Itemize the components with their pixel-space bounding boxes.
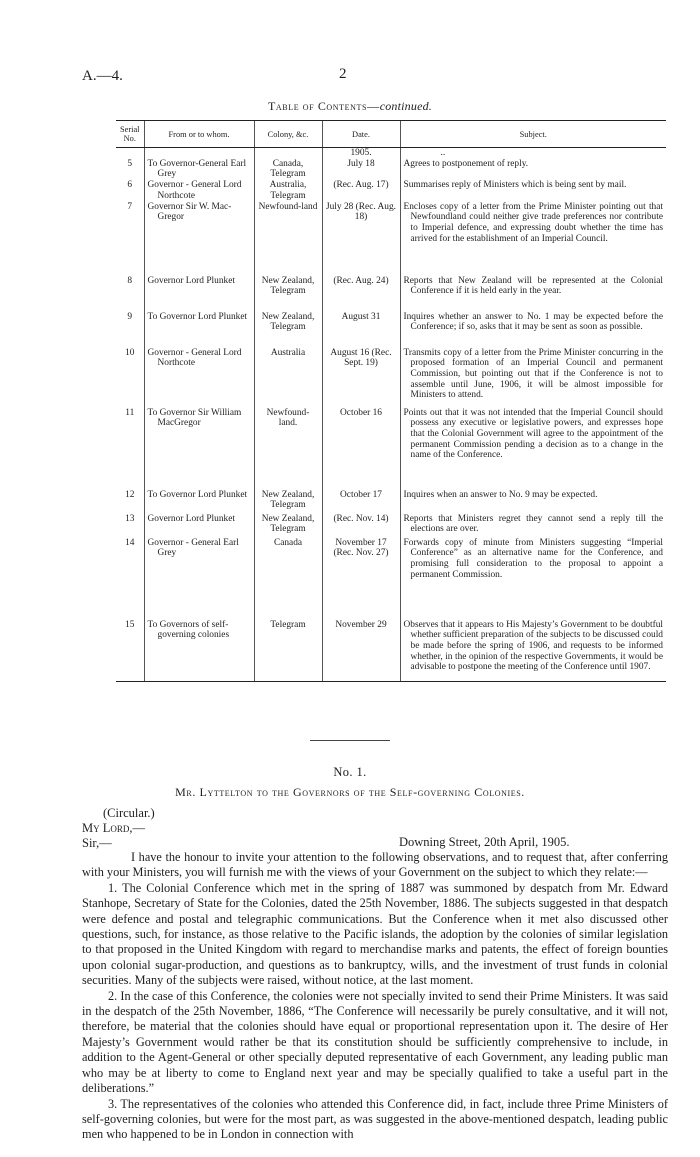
subject: Encloses copy of a letter from the Prime Minister pointing out that Newfoundland could neither give trade preferences nor contribute to Imperial defence, and expressing doubt whether the time has arrived for the establishment of an Imperial Council.: [403, 201, 663, 244]
year-label: 1905.: [322, 148, 400, 159]
date: (Rec. Aug. 17): [322, 180, 400, 201]
col-colony: Colony, &c.: [254, 121, 322, 148]
subject: Reports that Ministers regret they cannot send a reply till the elections are over.: [403, 513, 663, 535]
subject: Observes that it appears to His Majesty’s Government to be doubtful whether sufficient preparation of the subjects to be discussed could be made before the spring of 1906, and requests to be informed whether, in the opinion of the respective Governments, it would be advisable to postpone the meeting of the Conference until 1907.: [403, 619, 663, 673]
subject: Transmits copy of a letter from the Prime Minister concurring in the proposed formation of an Imperial Council and permanent Commission, but pointing out that if the Conference is not to assemble until June, 1906, it will be almost impossible for Ministers to attend.: [403, 347, 663, 401]
subject: Agrees to postponement of reply.: [403, 158, 529, 169]
paragraph-intro: I have the honour to invite your attention to the following observations, and to request that, after conferring with your Ministers, you will furnish me with the views of your Government on the subject to which they relate:—: [82, 850, 668, 880]
circular-label: (Circular.): [103, 806, 155, 820]
toc-title: Table of Contents—continued.: [267, 99, 433, 113]
colony: New Zealand, Telegram: [254, 276, 322, 312]
from-to-whom: To Governor Sir William MacGregor: [147, 407, 242, 429]
date: October 17: [322, 490, 400, 514]
serial-no: 12: [125, 489, 135, 500]
col-subject: Subject.: [400, 121, 666, 148]
table-row: [116, 490, 666, 514]
table-header-row: [116, 121, 666, 148]
section-divider: [310, 740, 390, 741]
table-row: [116, 620, 666, 682]
serial-no: 9: [127, 311, 133, 322]
serial-no: 14: [125, 537, 135, 548]
table-row: [116, 348, 666, 408]
subject: Forwards copy of minute from Ministers suggesting “Imperial Conference” as an alternative name for the Conference, and promising full consideration to the proposal to appoint a permanent Commission.: [403, 537, 663, 580]
year-subject-dots: ..: [400, 148, 666, 159]
serial-no: 11: [125, 407, 135, 418]
subject: Inquires when an answer to No. 9 may be expected.: [403, 489, 598, 500]
letter-body: [82, 850, 668, 1143]
from-to-whom: Governor Lord Plunket: [147, 275, 235, 286]
colony: Canada: [254, 538, 322, 620]
table-row: [116, 312, 666, 348]
col-whom: From or to whom.: [144, 121, 254, 148]
from-to-whom: Governor - General Lord Northcote: [147, 180, 242, 201]
col-serial: Serial No.: [116, 121, 144, 148]
serial-no: 15: [116, 620, 144, 682]
from-to-whom: Governor - General Lord Northcote: [147, 347, 242, 369]
subject: Reports that New Zealand will be represented at the Colonial Conference if it is held early in the year.: [403, 275, 663, 297]
colony: New Zealand, Telegram: [254, 514, 322, 538]
serial-no: 6: [127, 180, 133, 191]
date: July 18: [322, 159, 400, 180]
colony: Newfound-land.: [254, 408, 322, 490]
serial-no: 13: [125, 513, 135, 524]
table-row: [116, 180, 666, 201]
document-number: No. 1.: [333, 765, 367, 779]
table-row: [116, 538, 666, 620]
colony: Telegram: [254, 620, 322, 682]
table-row: [116, 514, 666, 538]
date: October 16: [322, 408, 400, 490]
serial-no: 10: [125, 347, 135, 358]
from-to-whom: To Governor Lord Plunket: [147, 311, 248, 322]
from-to-whom: To Governor-General Earl Grey: [147, 158, 247, 180]
colony: Newfound-land: [254, 202, 322, 276]
salutation-my-lord: My Lord,—: [82, 821, 146, 835]
from-to-whom: To Governors of self-governing colonies: [147, 619, 230, 641]
subject: Points out that it was not intended that the Imperial Council should possess any executive or legislative powers, and expresses hope that the Colonial Government will agree to the appointment of the permanent Commission pending a decision as to a change in the name of the Conference.: [403, 407, 663, 461]
letter-heading: Mr. Lyttelton to the Governors of the Self-governing Colonies.: [175, 785, 525, 799]
table-row: [116, 408, 666, 490]
letter-dateline: Downing Street, 20th April, 1905.: [399, 835, 570, 849]
subject: Summarises reply of Ministers which is being sent by mail.: [403, 180, 627, 191]
serial-no: 8: [127, 275, 133, 286]
from-to-whom: Governor Lord Plunket: [147, 513, 235, 524]
paragraph-3: 3. The representatives of the colonies who attended this Conference did, in fact, include three Prime Ministers of self-governing colonies, but were for the most part, as was suggested in the above-mentioned despatch, leading public men who happened to be in London in connection with: [82, 1096, 668, 1142]
subject: Inquires whether an answer to No. 1 may be expected before the Conference; if so, asks that it may be sent as soon as possible.: [403, 311, 663, 333]
date: November 29: [322, 620, 400, 682]
date: July 28 (Rec. Aug. 18): [322, 202, 400, 276]
date: (Rec. Aug. 24): [322, 276, 400, 312]
colony: Australia: [254, 348, 322, 408]
date: (Rec. Nov. 14): [322, 514, 400, 538]
colony: New Zealand, Telegram: [254, 490, 322, 514]
table-row: [116, 159, 666, 180]
toc-continued: continued.: [379, 99, 433, 113]
date: August 31: [322, 312, 400, 348]
table-row: [116, 276, 666, 312]
table-row: [116, 202, 666, 276]
page-number: 2: [339, 66, 347, 82]
year-row: [116, 148, 666, 159]
from-to-whom: To Governor Lord Plunket: [147, 489, 248, 500]
date: November 17 (Rec. Nov. 27): [322, 538, 400, 620]
paper-reference: A.—4.: [82, 68, 123, 84]
paragraph-2: 2. In the case of this Conference, the colonies were not specially invited to send their Prime Ministers. It was said in the despatch of the 25th November, 1886, “The Conference will necessarily be purely consultative, and it will not, therefore, be material that the colonies should have equal or proportional representation upon it. The desire of Her Majesty’s Government would rather be that its constitution should be sufficiently comprehensive to include, in addition to the Agent-General or other specially deputed representative of each Government, any leading public man who may be at liberty to come to England next year and may be specially qualified to take a useful part in the deliberations.”: [82, 988, 668, 1096]
date: August 16 (Rec. Sept. 19): [322, 348, 400, 408]
toc-title-text: Table of Contents: [267, 99, 368, 113]
serial-no: 5: [127, 158, 133, 169]
serial-no: 7: [127, 201, 133, 212]
contents-table: [116, 120, 666, 682]
colony: Australia, Telegram: [254, 180, 322, 201]
colony: Canada, Telegram: [254, 159, 322, 180]
from-to-whom: Governor - General Earl Grey: [147, 537, 239, 559]
salutation-sir: Sir,—: [82, 836, 112, 850]
from-to-whom: Governor Sir W. Mac-Gregor: [147, 201, 232, 223]
paragraph-1: 1. The Colonial Conference which met in the spring of 1887 was summoned by despatch from Mr. Edward Stanhope, Secretary of State for the Colonies, dated the 25th November, 1886. The subjects suggested in that despatch were defence and postal and telegraphic communications. But the Conference when it met also discussed other questions, such, for instance, as those relative to the Pacific islands, the adoption by the colonies of similar legislation to that proposed in the United Kingdom with regard to merchandise marks and patents, the effect of foreign bounties upon colonial sugar-production, and questions as to bankruptcy, wills, and the investment of trust funds in colonial securities. Many of the subjects were raised, without notice, at the last moment.: [82, 880, 668, 988]
col-date: Date.: [322, 121, 400, 148]
colony: New Zealand, Telegram: [254, 312, 322, 348]
